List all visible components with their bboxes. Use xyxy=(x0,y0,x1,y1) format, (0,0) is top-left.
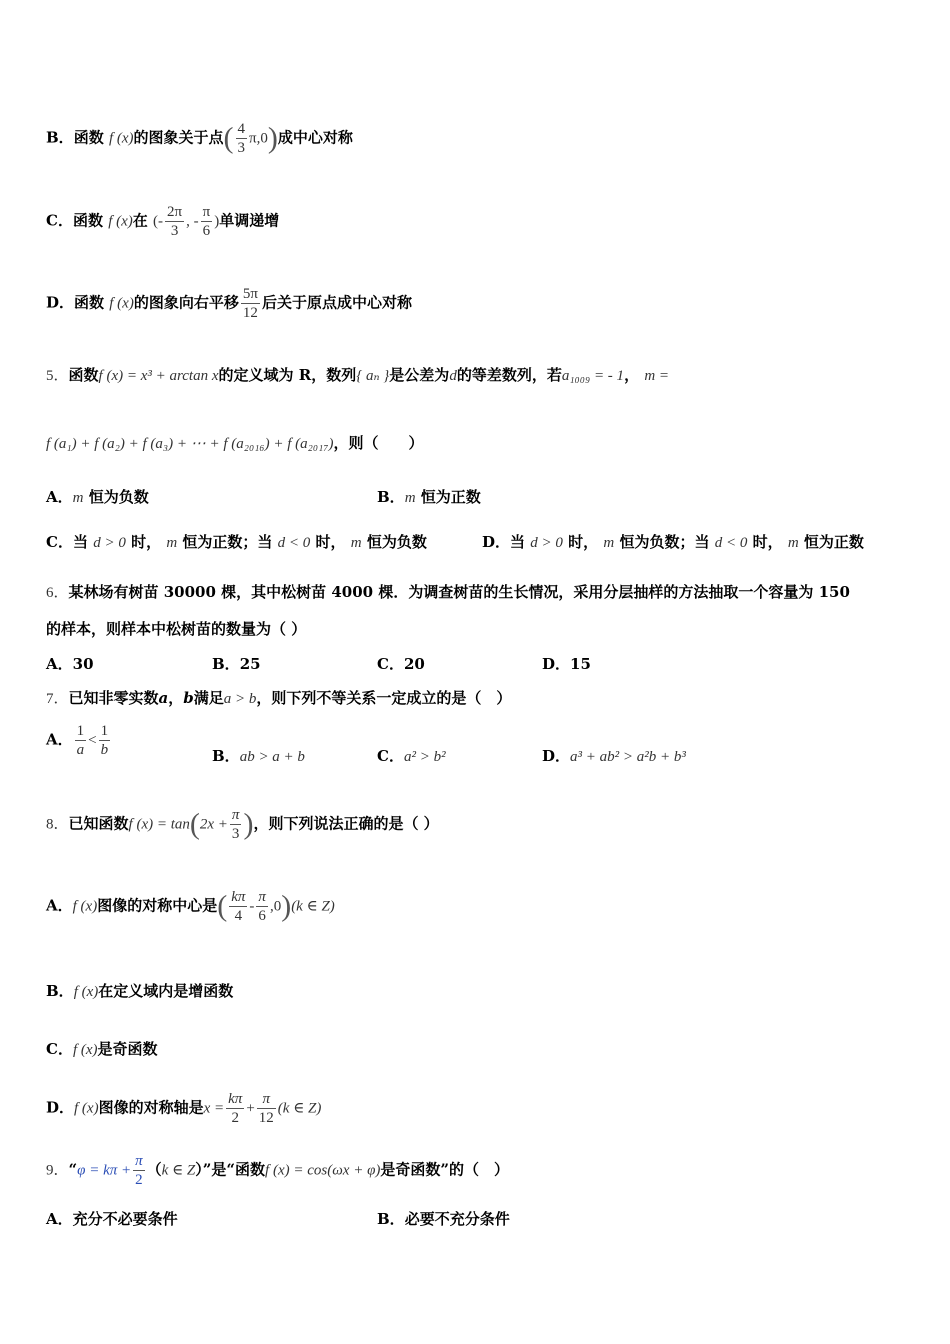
q8-option-b[interactable]: B．f (x)在定义域内是增函数 xyxy=(46,982,234,1000)
q8-option-d[interactable]: D．f (x)图像的对称轴是x = $\frac{k\pi}{2}$ + $\frac{\pi}{12}$ (k ∈ Z) xyxy=(46,1091,322,1126)
q8-option-c[interactable]: C．f (x)是奇函数 xyxy=(46,1040,158,1058)
q5-sum: f (a₁) + f (a₂) + f (a₃) + ⋯ + f (a₂₀₁₆) + f (a₂₀₁₇)，则（ ） xyxy=(46,434,424,452)
q7-option-b[interactable]: B．ab > a + b xyxy=(212,747,305,765)
q9-option-b[interactable]: B．必要不充分条件 xyxy=(377,1210,510,1228)
q6-option-c[interactable]: C．20 xyxy=(377,655,425,673)
q5-option-a[interactable]: A．m 恒为负数 xyxy=(46,488,149,506)
q5-option-c[interactable]: C．当 d > 0 时， m 恒为正数；当 d < 0 时， m 恒为负数 xyxy=(46,533,427,551)
q5-option-d[interactable]: D．当 d > 0 时， m 恒为负数；当 d < 0 时， m 恒为正数 xyxy=(482,533,864,551)
q6-option-b[interactable]: B．25 xyxy=(212,655,261,673)
q6-stem-line1: 6．某林场有树苗 30000 棵，其中松树苗 4000 棵．为调查树苗的生长情况，采用分层抽样的方法抽取一个容量为 150 xyxy=(46,583,850,601)
q9-option-a[interactable]: A．充分不必要条件 xyxy=(46,1210,178,1228)
q5-option-b[interactable]: B．m 恒为正数 xyxy=(377,488,481,506)
q9-stem: 9．“φ = kπ + $\frac{\pi}{2}$ （k ∈ Z）”是“函数f (x) = cos(ωx + φ)是奇函数”的（ ） xyxy=(46,1153,510,1188)
q6-option-a[interactable]: A．30 xyxy=(46,655,94,673)
q7-stem: 7．已知非零实数a，b满足a > b，则下列不等关系一定成立的是（ ） xyxy=(46,689,512,707)
q7-option-d[interactable]: D．a³ + ab² > a²b + b³ xyxy=(542,747,686,765)
q8-stem: 8．已知函数f (x) = tan(2x + $\frac{\pi}{3}$ )，则下列说法正确的是（ ） xyxy=(46,807,439,842)
q6-option-d[interactable]: D．15 xyxy=(542,655,591,673)
q4-option-d: D．函数 f (x)的图象向右平移 $\frac{5\pi}{12}$ 后关于原点成中心对称 xyxy=(46,286,412,321)
q5-stem: 5．函数f (x) = x³ + arctan x的定义域为 R，数列{ aₙ }是公差为d的等差数列，若a₁₀₀₉ = - 1， m = xyxy=(46,366,670,384)
q7-option-a[interactable]: A． $\frac{1}{a}$ < $\frac{1}{b}$ xyxy=(46,723,109,758)
q8-option-a[interactable]: A．f (x)图像的对称中心是( $\frac{k\pi}{4}$ - $\frac{\pi}{6}$ ,0)(k ∈ Z) xyxy=(46,889,335,924)
q7-option-c[interactable]: C．a² > b² xyxy=(377,747,446,765)
q6-stem-line2: 的样本，则样本中松树苗的数量为（ ） xyxy=(46,620,307,638)
q4-option-b: B．函数 f (x)的图象关于点( $\frac{4}{3}$ π,0)成中心对称 xyxy=(46,121,353,156)
q4-option-c: C．函数 f (x)在 (- $\frac{2\pi}{3}$ , - $\frac{\pi}{6}$ )单调递增 xyxy=(46,204,280,239)
